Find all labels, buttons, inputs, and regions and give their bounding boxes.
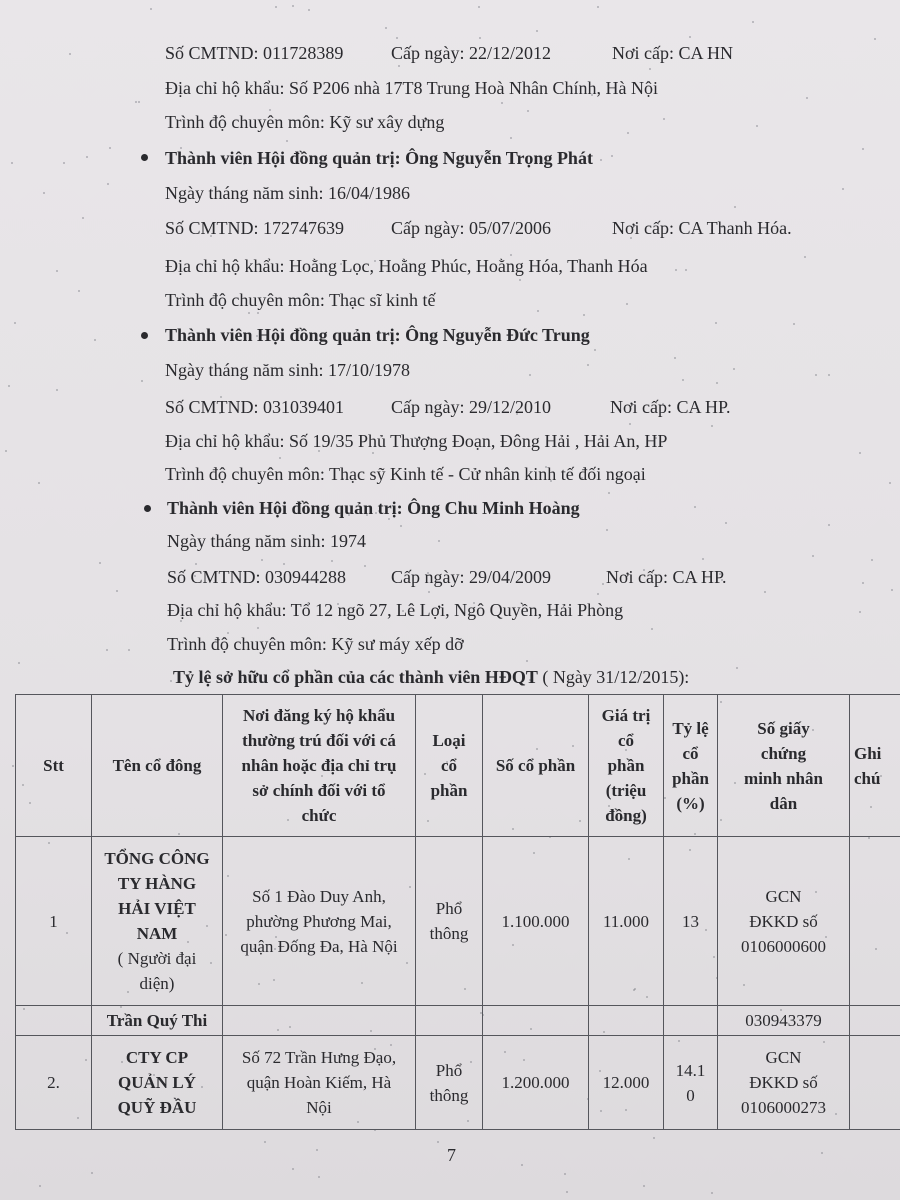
cmtnd-line: Số CMTND: 031039401 [165,397,345,417]
text-line: Nội [306,1098,332,1117]
issue-place: Nơi cấp: CA HN [612,43,734,63]
table-header-row [16,695,900,837]
dob-line: Ngày tháng năm sinh: 16/04/1986 [165,183,410,203]
speck [859,611,861,613]
cell-share-count: 1.200.000 [483,1036,589,1130]
speck [793,323,795,325]
speck [478,6,480,8]
text-line: (%) [676,793,705,813]
speck [812,555,814,557]
speck [537,310,539,312]
text-line: (triệu [605,781,647,800]
text-line: dân [769,793,798,813]
text-line: 14.1 [675,1060,706,1080]
cmtnd-line: Số CMTND: 030944288 [167,567,347,587]
text-line: Phổ [435,1060,463,1080]
text-line: HẢI VIỆT [118,899,196,918]
page-number: 7 [447,1145,456,1165]
text-line: Giá trị [601,706,651,725]
cell-stt [16,1006,92,1036]
cell-share-ratio [664,1006,718,1036]
dob-line: Ngày tháng năm sinh: 1974 [167,531,366,551]
col-header-notes [850,695,900,837]
speck [529,374,531,376]
member-heading: Thành viên Hội đồng quản trị: Ông Nguyễn Đức Trung [165,325,590,345]
text-line: cổ [617,731,635,750]
bullet-icon [141,154,148,161]
issue-date: Cấp ngày: 05/07/2006 [391,218,551,238]
text-line: 030943379 [745,1011,822,1030]
speck [283,563,285,565]
speck [18,662,20,664]
speck [733,368,735,370]
member-heading: Thành viên Hội đồng quản trị: Ông Nguyễn Trọng Phát [165,148,593,168]
cell-address [223,1036,416,1130]
speck [11,162,13,164]
address-line: Địa chỉ hộ khẩu: Số P206 nhà 17T8 Trung Hoà Nhân Chính, Hà Nội [165,78,658,98]
cell-share-count: 1.100.000 [483,837,589,1006]
cell-notes [850,1006,900,1036]
cell-share-ratio [664,837,718,1006]
text-line: thông [429,1085,469,1105]
speck [694,506,696,508]
issue-date: Cấp ngày: 29/12/2010 [391,397,551,417]
text-line: CTY CP [125,1048,189,1067]
text-line: phần [672,768,709,788]
col-header-address [223,695,416,837]
speck [5,450,7,452]
speck [170,680,172,682]
text-line: chứng [760,743,807,763]
text-line: 0106000273 [741,1098,826,1117]
qualification-line: Trình độ chuyên môn: Thạc sĩ kinh tế [165,290,436,310]
text-line: phần [430,781,468,800]
shareholder-name [96,1008,218,1033]
speck [711,425,713,427]
speck [649,68,651,70]
speck [685,269,687,271]
speck [891,589,893,591]
speck [38,482,40,484]
col-header-shareholder: Tên cổ đông [92,695,223,837]
speck [428,591,430,593]
speck [653,1137,655,1139]
cell-stt: 2. [16,1036,92,1130]
speck [815,374,817,376]
cell-shareholder [92,1036,223,1130]
speck [107,183,109,185]
speck [331,560,333,562]
speck [736,667,738,669]
table-row [16,1006,900,1036]
speck [597,593,599,595]
cell-share-type [416,837,483,1006]
speck [12,765,14,767]
text-line: Trần Quý Thi [106,1011,208,1030]
text-line: phường Phương Mai, [246,911,392,931]
cell-id-number [718,1006,850,1036]
shareholder-name [96,1045,218,1120]
speck [587,364,589,366]
text-line: sở chính đối với tổ [252,781,386,800]
speck [116,590,118,592]
speck [150,8,152,10]
speck [734,206,736,208]
shareholder-note [96,946,218,996]
text-line: minh nhân [744,768,823,788]
text-line: 0106000600 [741,936,826,956]
qualification-line: Trình độ chuyên môn: Thạc sỹ Kinh tế - Cử nhân kinh tế đối ngoại [165,464,646,484]
speck [385,27,387,29]
col-header-stt: Stt [16,695,92,837]
speck [521,1164,523,1166]
speck [663,118,665,120]
cell-id-number [718,1036,850,1130]
col-header-share-type [416,695,483,837]
speck [821,1152,823,1154]
text-line: cổ [440,756,458,775]
speck [39,1185,41,1187]
text-line: Loại [432,731,466,750]
address-line: Địa chỉ hộ khẩu: Hoằng Lọc, Hoằng Phúc, Hoằng Hóa, Thanh Hóa [165,256,648,276]
speck [69,53,71,55]
address-line: Địa chỉ hộ khẩu: Số 19/35 Phủ Thượng Đoạn, Đông Hải , Hải An, HP [165,431,668,451]
text-line: QUẢN LÝ [118,1073,196,1092]
text-line: Nơi đăng ký hộ khẩu [242,706,396,725]
speck [600,159,602,161]
speck [292,1168,294,1170]
cell-share-ratio [664,1036,718,1130]
shareholder-name [96,846,218,946]
text-line: GCN [765,1048,802,1067]
table-title-date: ( Ngày 31/12/2015): [537,667,690,687]
speck [862,582,864,584]
text-line: thông [429,924,469,943]
cmtnd-line: Số CMTND: 172747639 [165,218,345,238]
speck [364,565,366,567]
speck [396,37,398,39]
speck [261,559,263,561]
issue-date: Cấp ngày: 29/04/2009 [391,567,551,587]
speck [56,389,58,391]
cell-stt: 1 [16,837,92,1006]
speck [82,217,84,219]
cell-share-value: 12.000 [589,1036,664,1130]
col-header-id-number [718,695,850,837]
speck [308,9,310,11]
speck [702,558,704,560]
text-line: chú [854,768,881,788]
speck [438,540,440,542]
speck [135,101,137,103]
issue-place: Nơi cấp: CA HP. [606,567,727,587]
shareholding-table [15,694,900,1130]
bullet-icon [141,332,148,339]
text-line: TỔNG CÔNG [104,849,210,868]
table-title-main: Tỷ lệ sở hữu cổ phần của các thành viên HĐQT [173,667,538,687]
cell-shareholder [92,1006,223,1036]
speck [889,482,891,484]
speck [806,97,808,99]
speck [871,559,873,561]
text-line: Ghi [854,743,882,763]
speck [828,374,830,376]
speck [78,290,80,292]
text-line: Phổ [435,899,463,918]
issue-place: Nơi cấp: CA HP. [610,397,731,417]
speck [510,137,512,139]
speck [725,522,727,524]
speck [479,37,481,39]
cell-notes [850,1036,900,1130]
cell-share-type [416,1006,483,1036]
speck [626,303,628,305]
speck [859,452,861,454]
speck [257,312,259,314]
speck [141,380,143,382]
speck [627,132,629,134]
cell-address [223,1006,416,1036]
speck [316,1149,318,1151]
bullet-icon [144,505,151,512]
speck [594,349,596,351]
speck [715,322,717,324]
cmtnd-line: Số CMTND: 011728389 [165,43,344,63]
speck [756,125,758,127]
col-header-share-count: Số cổ phần [483,695,589,837]
speck [43,192,45,194]
speck [86,156,88,158]
issue-place: Nơi cấp: CA Thanh Hóa. [612,218,792,238]
speck [828,524,830,526]
table-row [16,1036,900,1130]
speck [536,30,538,32]
text-line: 0 [686,1085,695,1105]
speck [682,379,684,381]
speck [501,102,503,104]
cell-address [223,837,416,1006]
speck [874,38,876,40]
speck [128,649,130,651]
text-line: nhân hoặc địa chỉ trụ [241,756,397,775]
speck [862,148,864,150]
address-line: Địa chỉ hộ khẩu: Tổ 12 ngõ 27, Lê Lợi, Ngô Quyền, Hải Phòng [167,600,624,620]
text-line: quận Đống Đa, Hà Nội [240,936,398,956]
text-line: cổ [682,743,699,763]
cell-share-type [416,1036,483,1130]
speck [527,110,529,112]
speck [91,1172,93,1174]
table-row [16,837,900,1006]
text-line: diện) [139,974,175,993]
speck [99,562,101,564]
speck [689,36,691,38]
speck [716,382,718,384]
text-line: QUỸ ĐẦU [117,1098,197,1117]
text-line: Số 72 Trần Hưng Đạo, [241,1048,397,1067]
speck [257,627,259,629]
table-title [173,666,689,688]
text-line: Số 1 Đào Duy Anh, [252,886,386,906]
text-line: Số giấy [757,718,810,738]
speck [138,101,140,103]
text-line: đồng) [605,806,647,825]
speck [519,279,521,281]
speck [526,660,528,662]
speck [14,322,16,324]
text-line: ( Người đại [117,949,197,968]
speck [842,188,844,190]
issue-date: Cấp ngày: 22/12/2012 [391,43,551,63]
speck [643,1185,645,1187]
speck [372,452,374,454]
speck [437,1141,439,1143]
text-line: thường trú đối với cá [242,731,396,750]
speck [764,591,766,593]
cell-notes [850,837,900,1006]
cell-id-number [718,837,850,1006]
text-line: phần [607,756,645,775]
text-line: 13 [682,911,699,931]
text-line: NAM [136,924,178,943]
cell-share-count [483,1006,589,1036]
text-line: ĐKKD số [749,1073,818,1092]
qualification-line: Trình độ chuyên môn: Kỹ sư máy xếp dỡ [167,634,464,654]
speck [674,357,676,359]
text-line: GCN [765,886,802,906]
speck [583,314,585,316]
speck [109,147,111,149]
dob-line: Ngày tháng năm sinh: 17/10/1978 [165,360,410,380]
speck [318,1176,320,1178]
speck [566,1191,568,1193]
speck [597,6,599,8]
speck [675,269,677,271]
speck [106,649,108,651]
speck [564,1173,566,1175]
text-line: chức [301,806,337,825]
col-header-share-ratio [664,695,718,837]
speck [56,270,58,272]
text-line: TY HÀNG [117,874,197,893]
speck [651,628,653,630]
speck [275,6,277,8]
text-line: Tỷ lệ [672,718,709,738]
speck [398,65,400,67]
speck [602,583,604,585]
text-line: quận Hoàn Kiếm, Hà [246,1073,392,1092]
cell-shareholder [92,837,223,1006]
cell-share-value: 11.000 [589,837,664,1006]
speck [292,5,294,7]
speck [606,529,608,531]
member-heading: Thành viên Hội đồng quản trị: Ông Chu Minh Hoàng [167,498,580,518]
speck [711,1192,713,1194]
speck [629,423,631,425]
speck [611,155,613,157]
qualification-line: Trình độ chuyên môn: Kỹ sư xây dựng [165,112,445,132]
speck [752,21,754,23]
speck [195,563,197,565]
text-line: ĐKKD số [749,911,818,931]
speck [804,256,806,258]
speck [608,492,610,494]
speck [248,312,250,314]
speck [8,385,10,387]
speck [63,162,65,164]
speck [400,525,402,527]
speck [286,140,288,142]
speck [279,457,281,459]
cell-share-value [589,1006,664,1036]
col-header-share-value [589,695,664,837]
speck [264,1141,266,1143]
speck [94,339,96,341]
